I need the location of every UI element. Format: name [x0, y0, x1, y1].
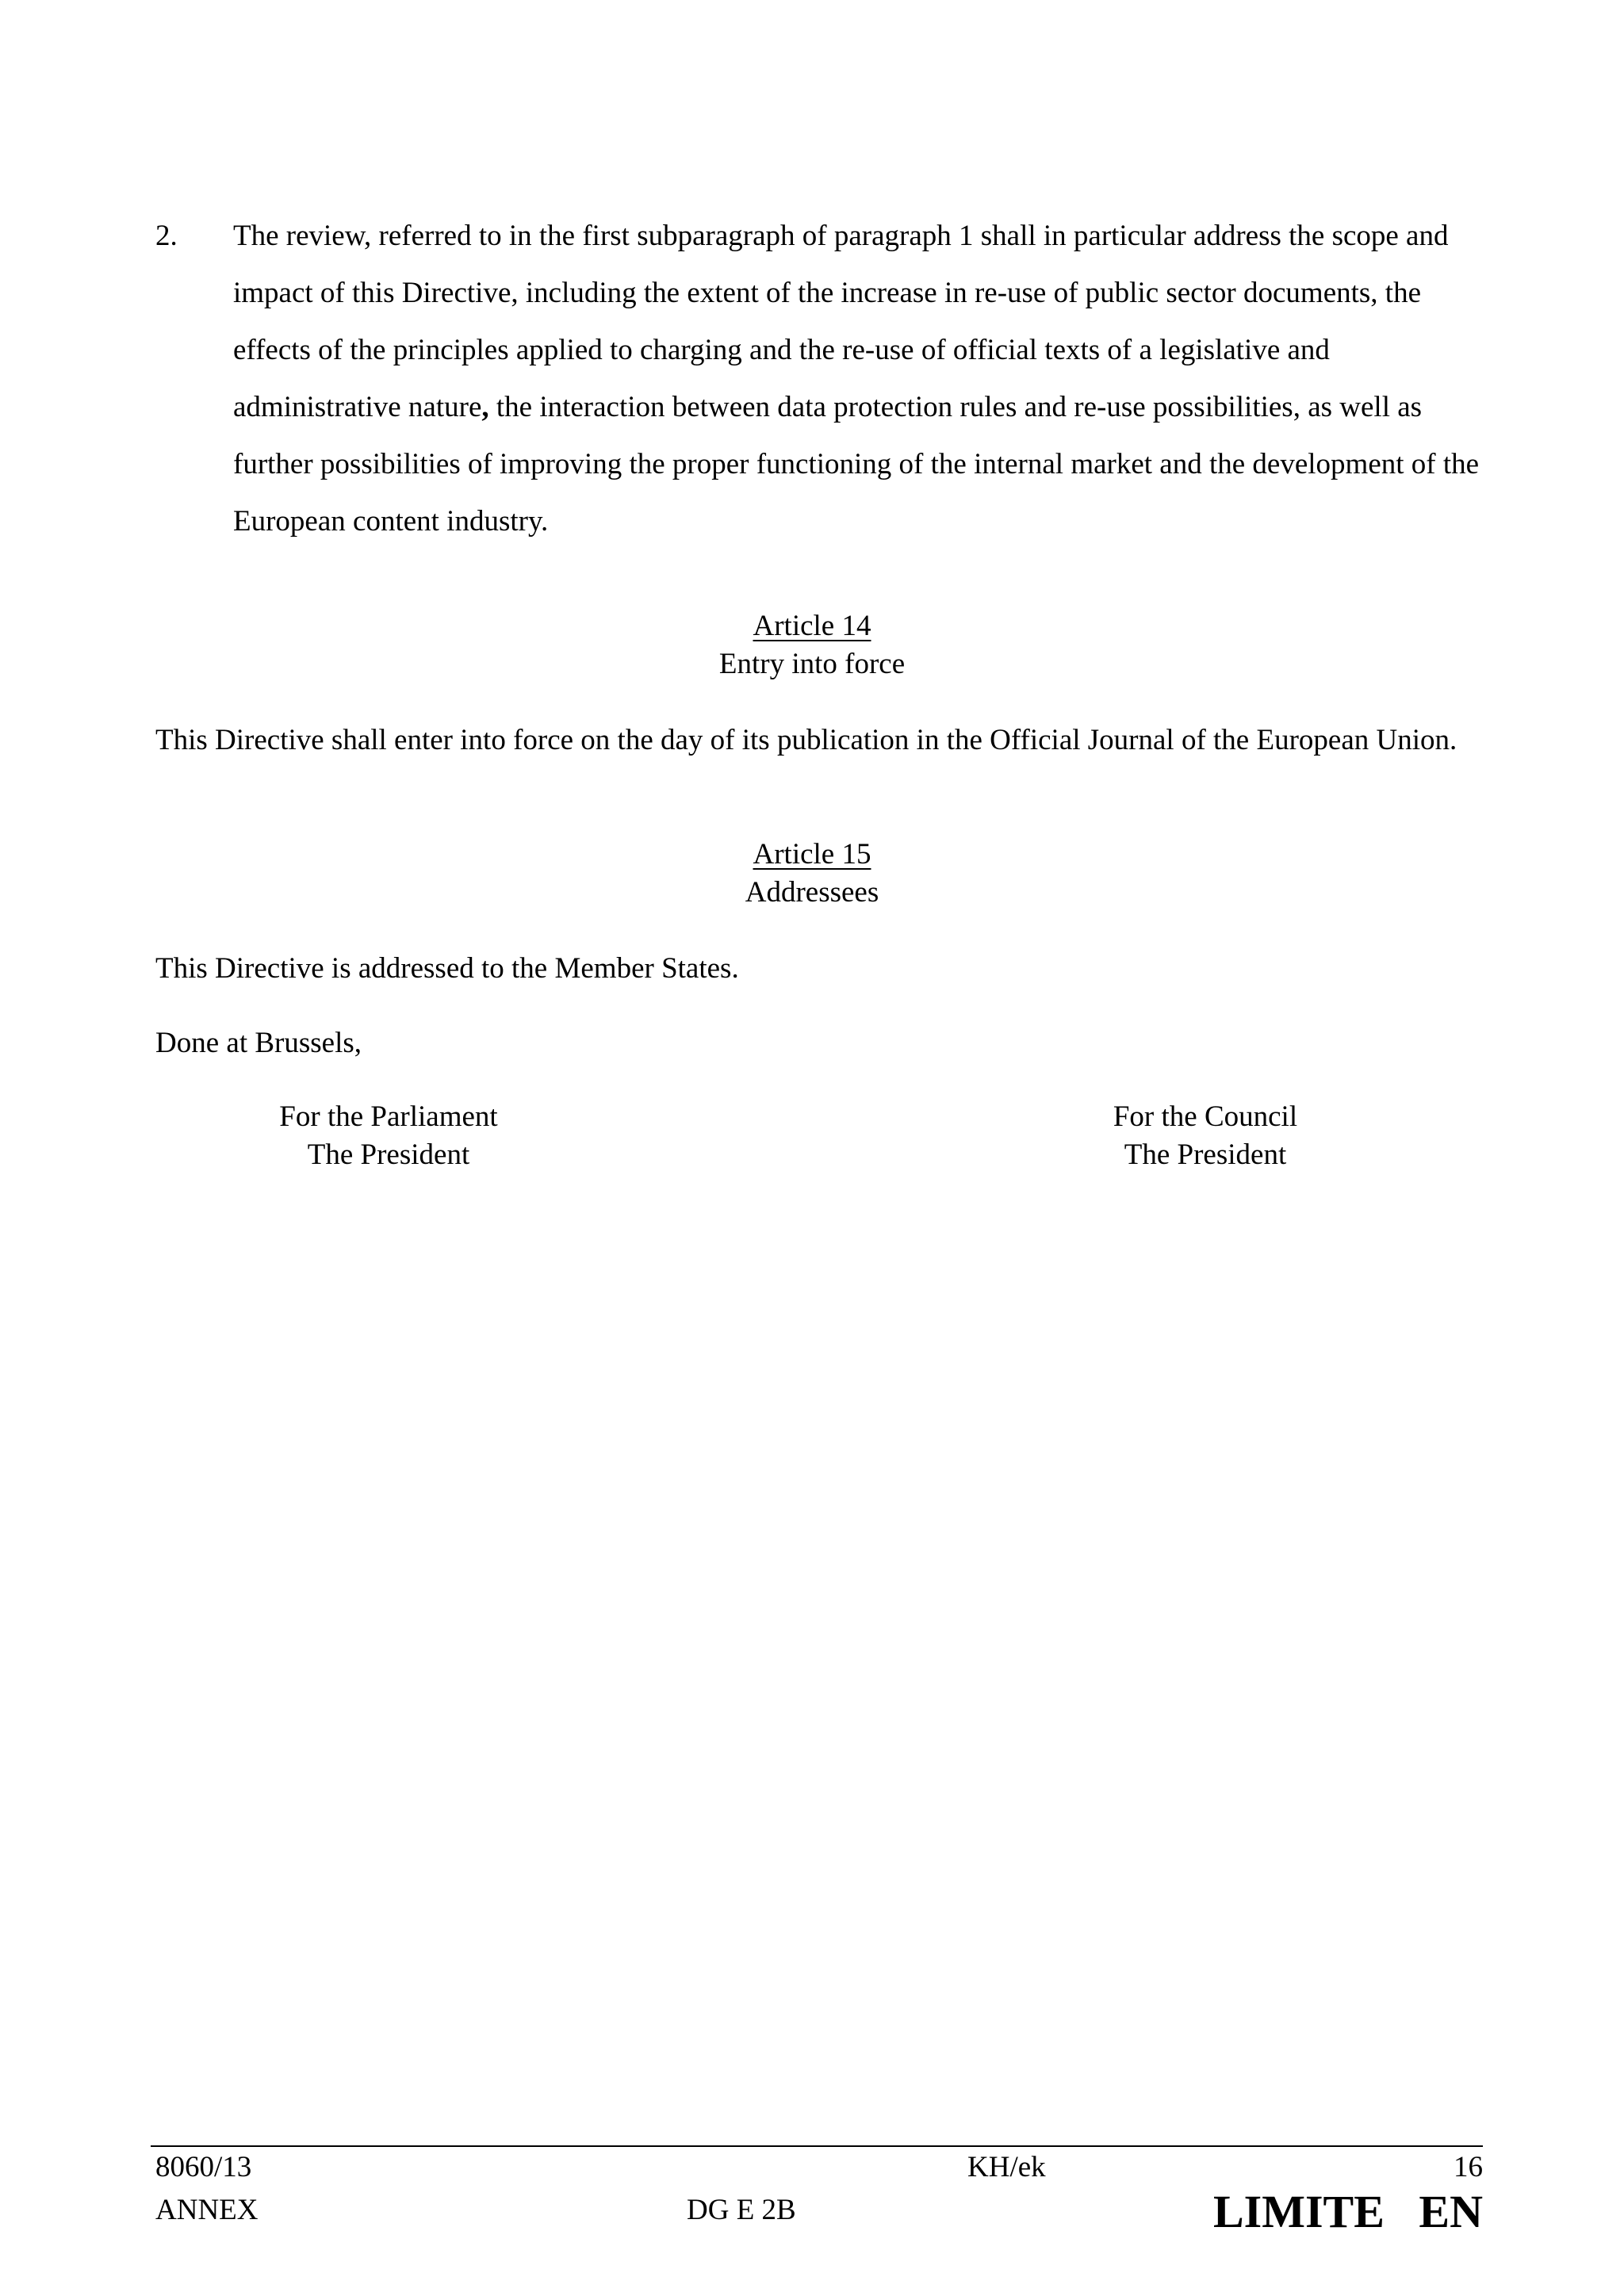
signature-council [1039, 1098, 1372, 1174]
footer-dg: DG E 2B [687, 2194, 796, 2226]
article-15-heading [0, 836, 1624, 912]
paragraph-text-part-2: the interaction between data protection rules and re-use possibilities, as well as further possibilities of improving the proper functioning of the internal market and the development of the European content industry. [233, 391, 1480, 538]
article-15-number: Article 15 [753, 838, 871, 871]
footer-page-number: 16 [1454, 2151, 1483, 2183]
paragraph-bold-comma: , [481, 391, 489, 423]
article-14-heading [0, 607, 1624, 683]
article-15-title: Addressees [745, 876, 879, 909]
footer-limite: LIMITE [1212, 2186, 1385, 2237]
footer-language: EN [1419, 2186, 1483, 2237]
signature-parliament [222, 1098, 555, 1174]
signature-parliament-line2: The President [307, 1138, 470, 1171]
footer-annex: ANNEX [155, 2194, 259, 2226]
footer-rule [151, 2145, 1483, 2147]
paragraph-text-part-1: The review, referred to in the first subparagraph of paragraph 1 shall in particular address the scope and impact of this Directive, including the extent of the increase in re-use of public sector documents, the effects of the principles applied to charging and the re-use of official texts of a legislative and administrative nature [233, 220, 1449, 423]
paragraph-number: 2. [155, 220, 178, 252]
signature-parliament-line1: For the Parliament [279, 1100, 498, 1133]
signature-council-line1: For the Council [1113, 1100, 1298, 1133]
footer-initials: KH/ek [967, 2151, 1046, 2183]
footer-doc-number: 8060/13 [155, 2151, 252, 2183]
paragraph-text [233, 208, 1488, 550]
article-14-title: Entry into force [718, 648, 906, 680]
signature-council-line2: The President [1124, 1138, 1287, 1171]
done-at: Done at Brussels, [155, 1027, 362, 1059]
article-14-number: Article 14 [753, 610, 871, 642]
article-14-body: This Directive shall enter into force on the day of its publication in the Official Journal of the European Union. [155, 724, 1457, 756]
article-15-body: This Directive is addressed to the Member States. [155, 952, 739, 985]
footer-classification [1213, 2185, 1483, 2239]
